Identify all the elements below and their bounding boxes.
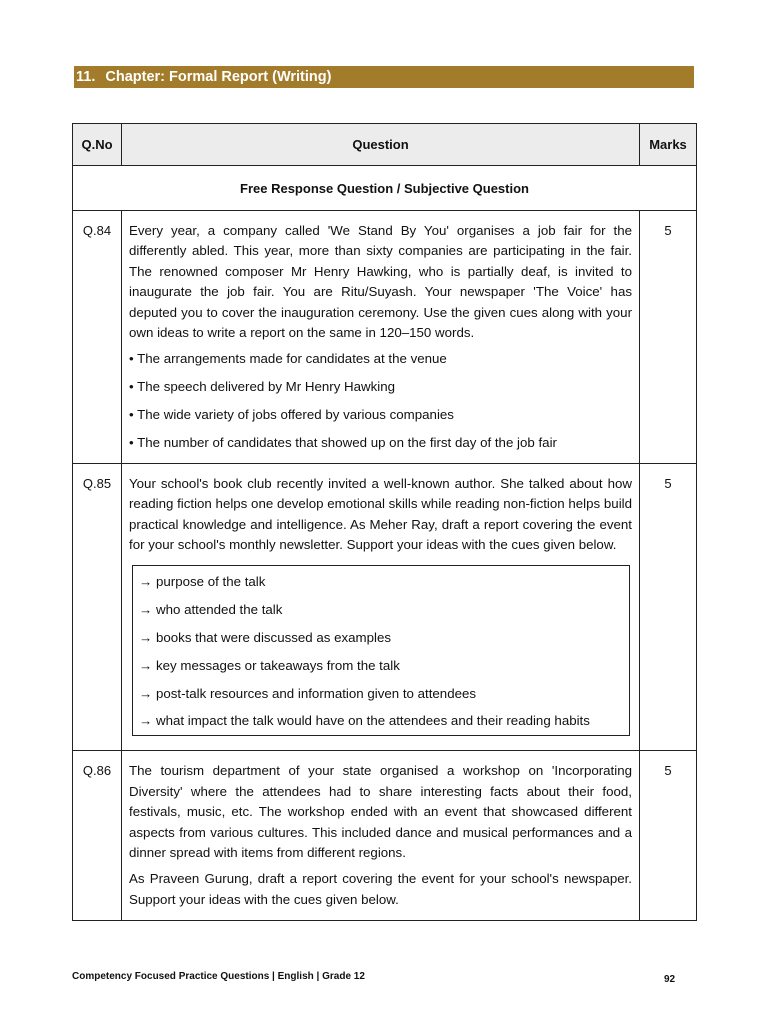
cue-item: → key messages or takeaways from the talk (139, 657, 400, 673)
cue-item: → post-talk resources and information given to attendees (139, 685, 477, 701)
question-cell (122, 211, 640, 464)
question-text: The tourism department of your state organised a workshop on 'Incorporating Diversity' where the attendees had to share interesting facts about their food, festivals, music, etc. The workshop ended with an event that showcased different aspects from various cultures. This included dance and musical performances and a dinner spread with items from different regions. (129, 763, 632, 861)
cue-box (132, 565, 630, 736)
question-cell (122, 751, 640, 921)
cue-list (139, 572, 623, 731)
question-text-continued: As Praveen Gurung, draft a report covering the event for your school's newspaper. Support your ideas with the cues given below. (129, 871, 632, 907)
cue-item: → what impact the talk would have on the attendees and their reading habits (139, 713, 590, 729)
table-row (73, 463, 697, 751)
questions-table (72, 123, 697, 921)
chapter-banner (74, 66, 694, 88)
page-number: 92 (664, 974, 676, 985)
question-cell (122, 463, 640, 751)
question-text: Every year, a company called 'We Stand By You' organises a job fair for the differently abled. This year, more than sixty companies are participating in the fair. The renowned composer Mr Henry Hawking, who is partially deaf, is invited to inaugurate the job fair. You are Ritu/Suyash. Your newspaper 'The Voice' has deputed you to cover the inauguration ceremony. Use the given cues along with your own ideas to write a report on the same in 120–150 words. (129, 223, 632, 341)
section-label: Free Response Question / Subjective Question (73, 166, 697, 211)
cue-item: → who attended the talk (139, 602, 283, 618)
table-row (73, 751, 697, 921)
question-text: Your school's book club recently invited a well-known author. She talked about how reading fiction helps one develop emotional skills while reading non-fiction helps build practical knowledge and intelligence. As Meher Ray, draft a report covering the event for your school's monthly newsletter. Support your ideas with the cues given below. (129, 475, 632, 553)
question-marks: 5 (640, 751, 697, 921)
section-row (73, 166, 697, 211)
cue-item: → purpose of the talk (139, 574, 266, 590)
header-qno: Q.No (73, 124, 122, 166)
header-marks: Marks (640, 124, 697, 166)
question-marks: 5 (640, 463, 697, 751)
cue-item: • The number of candidates that showed up on the first day of the job fair (129, 434, 557, 450)
cue-list (129, 349, 632, 452)
chapter-number: 11. (76, 69, 96, 85)
table-header-row (73, 124, 697, 166)
cue-item: • The arrangements made for candidates at the venue (129, 351, 447, 367)
header-question: Question (122, 124, 640, 166)
question-number: Q.84 (73, 211, 122, 464)
table-row (73, 211, 697, 464)
cue-item: • The speech delivered by Mr Henry Hawking (129, 379, 396, 395)
question-marks: 5 (640, 211, 697, 464)
cue-item: → books that were discussed as examples (139, 630, 392, 646)
question-number: Q.85 (73, 463, 122, 751)
footer-caption: Competency Focused Practice Questions | English | Grade 12 (72, 971, 365, 982)
cue-item: • The wide variety of jobs offered by various companies (129, 407, 454, 423)
question-number: Q.86 (73, 751, 122, 921)
chapter-title: Chapter: Formal Report (Writing) (105, 69, 332, 85)
